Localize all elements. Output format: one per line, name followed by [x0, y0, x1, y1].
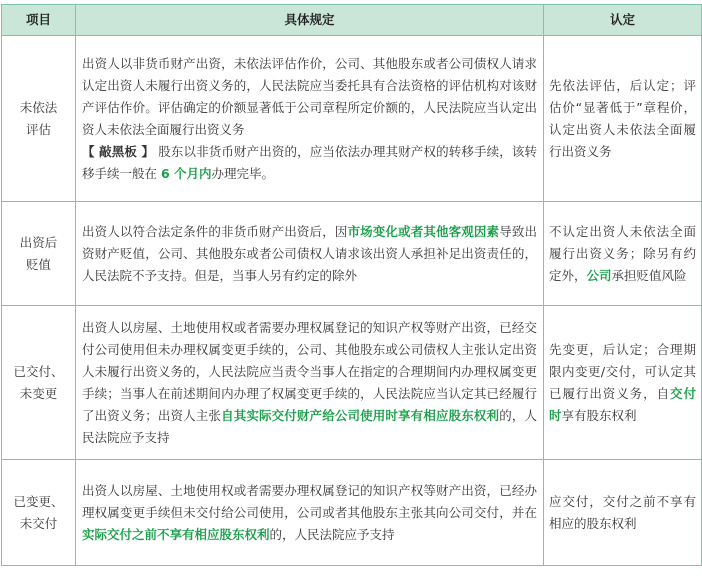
highlight-text: 市场变化或者其他客观因素	[347, 223, 500, 239]
text-segment: 股东以非货币财产出资的，应当依法办理其财产权的转移手续，该转移手续一般在	[82, 143, 537, 181]
row-item-line: 贬值	[25, 256, 51, 272]
text-segment: 应交付，交付之前不享有相应的股东权利	[549, 493, 696, 531]
table-row	[2, 460, 702, 566]
text-segment: 出资人以符合法定条件的非货币财产出资后，因	[82, 223, 348, 239]
highlight-text: 交付时	[549, 385, 696, 423]
text-segment: 导致出资财产贬值，公司、其他股东或者公司债权人请求该出资人承担补足出资责任的，人民法院不予支持。但是，当事人另有约定的除外	[82, 223, 537, 283]
text-segment: 出资人以非货币财产出资，未依法评估作价，公司、其他股东或者公司债权人请求认定出资人未履行出资义务的，人民法院应当委托具有合法资格的评估机构对该财产评估作价。评估确定的价额显著低于公司章程所定价额的，人民法院应当认定出资人未依法全面履行出资义务	[82, 55, 537, 137]
row-item	[2, 36, 76, 202]
row-item	[2, 202, 76, 306]
text-segment: 出资人以房屋、土地使用权或者需要办理权属登记的知识产权等财产出资，已经办理权属变更手续但未交付给公司使用，公司或者其他股东主张其向公司交付，并在	[82, 482, 537, 520]
highlight-text: 公司	[586, 267, 612, 283]
row-item-line: 未依法	[19, 99, 58, 115]
row-item-line: 未变更	[19, 385, 58, 401]
header-conclusion: 认定	[544, 5, 702, 36]
row-item	[2, 306, 76, 460]
text-segment: 先依法评估，后认定；评估价“显著低于”章程价，认定出资人未依法全面履行出资义务	[549, 77, 696, 159]
text-segment: 的，人民法院应予支持	[82, 407, 537, 445]
text-segment: 享有股东权利	[561, 407, 637, 423]
text-segment: 出资人以房屋、土地使用权或者需要办理权属登记的知识产权等财产出资，已经交付公司使用但未办理权属变更手续的，公司、其他股东或公司债权人主张认定出资人未履行出资义务的，人民法院应当责令当事人在指定的合理期间内办理权属变更手续；当事人在前述期间内办理了权属变更手续的，人民法院应当认定其已经履行了出资义务；出资人主张	[82, 319, 537, 423]
text-segment: 承担贬值风险	[611, 267, 687, 283]
highlight-text: 实际交付之前不享有相应股东权利	[82, 526, 270, 542]
row-conclusion	[544, 202, 702, 306]
table-row	[2, 36, 702, 202]
row-item-line: 未交付	[19, 515, 58, 531]
row-item	[2, 460, 76, 566]
text-segment: 不认定出资人未依法全面履行出资义务；除另有约定外，	[549, 223, 696, 283]
row-item-line: 已交付、	[13, 363, 64, 379]
row-rule	[76, 460, 544, 566]
text-segment: 的，人民法院应予支持	[269, 526, 395, 542]
row-rule	[76, 36, 544, 202]
row-item-line: 出资后	[19, 234, 58, 250]
row-item-line: 评估	[25, 121, 51, 137]
row-conclusion	[544, 306, 702, 460]
highlight-text: 6 个月内	[160, 165, 212, 181]
regulation-table	[1, 4, 702, 566]
text-segment: 先变更，后认定；合理期限内变更/交付，可认定其已履行出资义务，自	[549, 341, 696, 401]
header-item: 项目	[2, 5, 76, 36]
row-conclusion	[544, 36, 702, 202]
text-segment: 办理完毕。	[211, 165, 275, 181]
row-item-line: 已变更、	[13, 493, 64, 509]
highlight-text: 自其实际交付财产给公司使用时享有相应股东权利	[221, 407, 500, 423]
row-conclusion	[544, 460, 702, 566]
row-rule	[76, 202, 544, 306]
table-row	[2, 306, 702, 460]
table-row	[2, 202, 702, 306]
row-rule	[76, 306, 544, 460]
note-tag: 【 敲黑板 】	[82, 143, 155, 159]
header-rule: 具体规定	[76, 5, 544, 36]
table-header-row	[2, 5, 702, 36]
